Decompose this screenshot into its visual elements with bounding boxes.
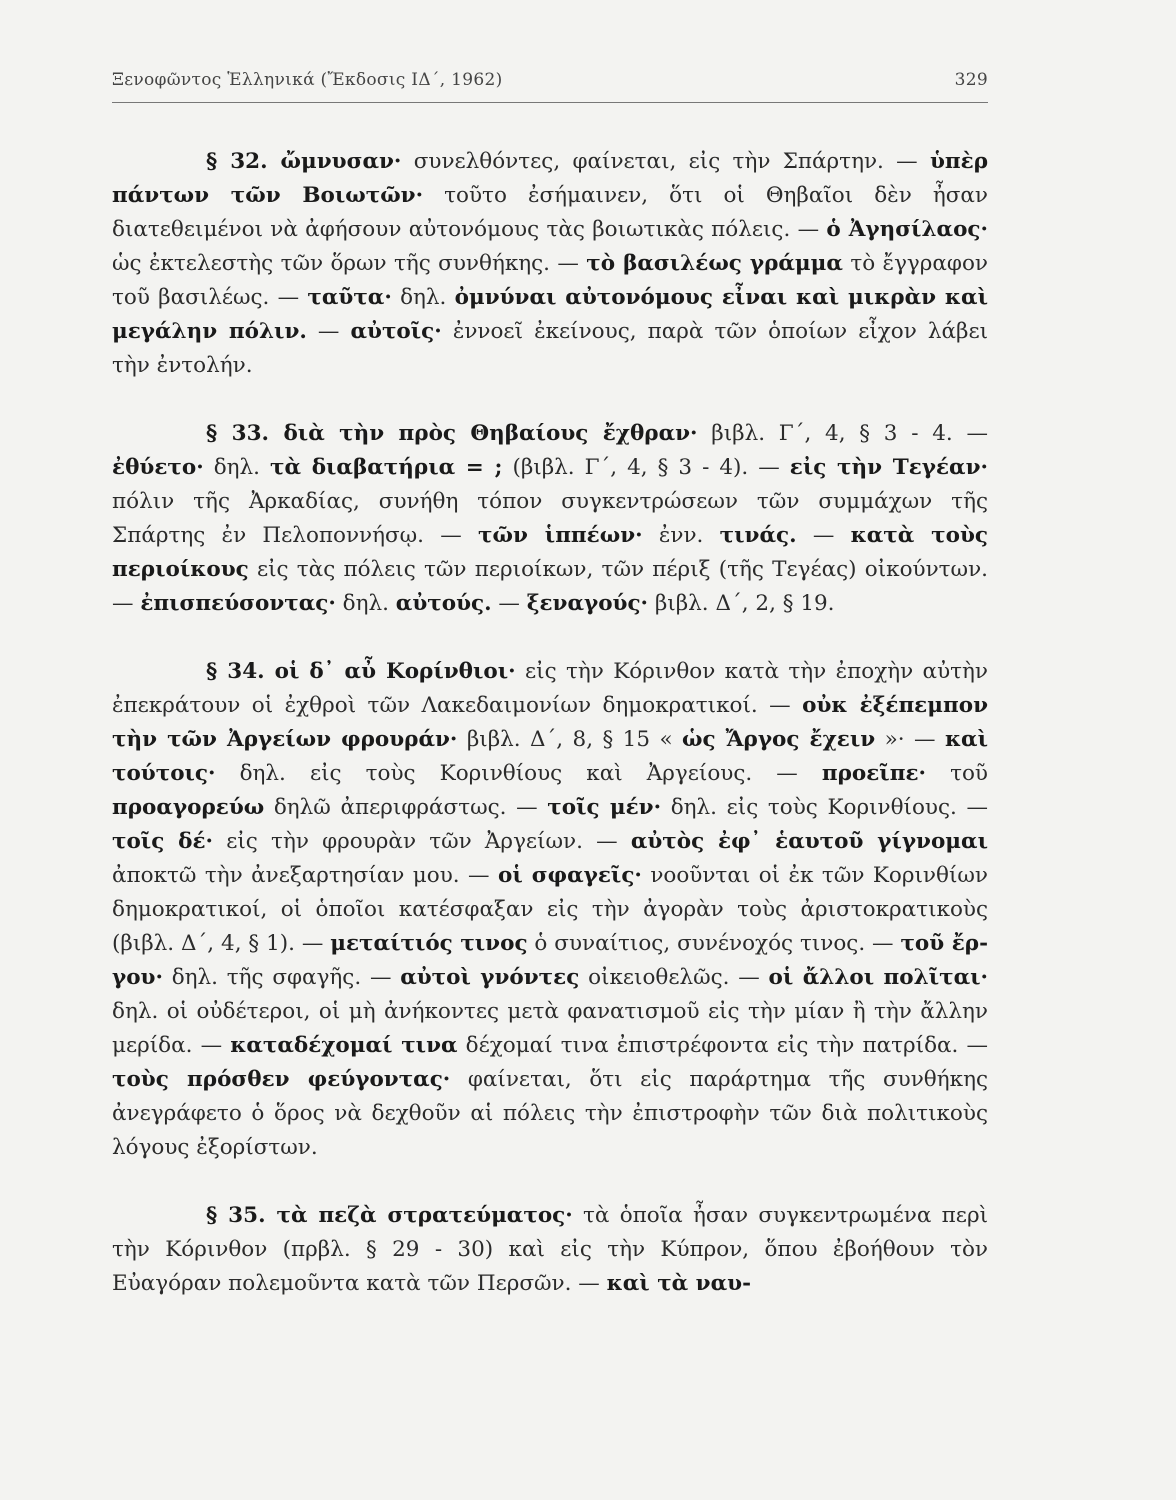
gloss-text: δηλ. — [335, 591, 396, 616]
gloss-text: βιβλ. Γ΄, 4, § 3 - 4. — — [697, 421, 988, 446]
lemma-text: ἐπισπεύσοντας· — [140, 591, 336, 616]
gloss-text: — — [491, 591, 527, 616]
gloss-text: τὸ ἔγγραφον τοῦ βασιλέως. — — [112, 251, 988, 310]
lemma-text: τοῖς δέ· — [112, 829, 214, 854]
gloss-text: τοῦ — [926, 761, 988, 786]
lemma-text: τοῦ ἔργου· — [112, 931, 989, 990]
lemma-text: τὰ διαβατήρια = ; — [270, 455, 503, 480]
lemma-text: § 33. διὰ τὴν πρὸς Θηβαίους ἔχθραν· — [206, 421, 698, 446]
gloss-text: ὁ συναίτιος, συνένοχός τινος. — — [527, 931, 901, 956]
lemma-text: ξεναγούς· — [526, 591, 649, 616]
gloss-text: δηλ. — [203, 455, 271, 480]
page-number: 329 — [954, 70, 988, 90]
lemma-text: τὸ βασιλέως γράμμα — [586, 251, 843, 276]
commentary-section-33 — [112, 417, 988, 621]
gloss-text: νοοῦνται οἱ ἐκ τῶν Κορινθίων δημοκρατικοί, οἱ ὁποῖοι κατέσφαξαν εἰς τὴν ἀγορὰν τοὺς ἀριστοκρατικοὺς (βιβλ. Δ΄, 4, § 1). — — [112, 863, 988, 956]
gloss-text: συνελθόντες, φαίνεται, εἰς τὴν Σπάρτην. — — [401, 149, 930, 174]
gloss-text: εἰς τὰς πόλεις τῶν περιοίκων, τῶν πέριξ (τῆς Τεγέας) οἰκούντων. — — [112, 557, 988, 616]
lemma-text: αὐτὸς ἐφ᾽ ἑαυτοῦ γίγνομαι — [630, 829, 988, 854]
gloss-text: δηλῶ ἀπεριφράστως. — — [264, 795, 548, 820]
lemma-text: εἰς τὴν Τεγέαν· — [789, 455, 988, 480]
book-page — [112, 70, 988, 1301]
lemma-text: ὀμνύναι αὐτονόμους εἶναι καὶ μικρὰν καὶ μεγάλην πόλιν. — [112, 285, 988, 344]
gloss-text: φαίνεται, ὅτι εἰς παράρτημα τῆς συνθήκης ἀνεγράφετο ὁ ὅρος νὰ δεχθοῦν αἱ πόλεις τὴν ἐπιστροφὴν τῶν διὰ πολιτικοὺς λόγους ἐξορίστων. — [112, 1067, 988, 1160]
gloss-text: ἀποκτῶ τὴν ἀνεξαρτησίαν μου. — — [112, 863, 498, 888]
gloss-text: δηλ. οἱ οὐδέτεροι, οἱ μὴ ἀνήκοντες μετὰ φανατισμοῦ εἰς τὴν μίαν ἢ τὴν ἄλλην μερίδα. — — [112, 999, 988, 1058]
lemma-text: καὶ τούτοις· — [112, 727, 989, 786]
gloss-text: »· — — [875, 727, 945, 752]
lemma-text: μεταίτιός τινος — [330, 931, 528, 956]
gloss-text: δηλ. — [391, 285, 455, 310]
commentary-section-35 — [112, 1199, 988, 1301]
gloss-text: πόλιν τῆς Ἀρκαδίας, συνήθη τόπον συγκεντρώσεων τῶν συμμάχων τῆς Σπάρτης ἐν Πελοποννήσῳ. — — [112, 489, 988, 548]
lemma-text: καταδέχομαί τινα — [230, 1033, 458, 1058]
gloss-text: δέχομαί τινα ἐπιστρέφοντα εἰς τὴν πατρίδα. — — [457, 1033, 988, 1058]
running-head — [112, 70, 988, 103]
lemma-text: αὐτοὶ γνόντες — [400, 965, 580, 990]
lemma-text: τινάς. — [719, 523, 797, 548]
gloss-text: τὰ ὁποῖα ἦσαν συγκεντρωμένα περὶ τὴν Κόρινθον (πρβλ. § 29 - 30) καὶ εἰς τὴν Κύπρον, ὅπου ἐβοήθουν τὸν Εὐαγόραν πολεμοῦντα κατὰ τῶν Περσῶν. — — [112, 1203, 989, 1296]
lemma-text: τοῖς μέν· — [547, 795, 662, 820]
lemma-text: οἱ σφαγεῖς· — [497, 863, 642, 888]
lemma-text: καὶ τὰ ναυ- — [606, 1271, 751, 1296]
lemma-text: οἱ ἄλλοι πολῖται· — [768, 965, 989, 990]
gloss-text: — — [796, 523, 851, 548]
lemma-text: ὡς Ἄργος ἔχειν — [682, 727, 876, 752]
gloss-text: (βιβλ. Γ΄, 4, § 3 - 4). — — [502, 455, 790, 480]
gloss-text: βιβλ. Δ΄, 8, § 15 « — [457, 727, 683, 752]
gloss-text: ἐννοεῖ ἐκείνους, παρὰ τῶν ὁποίων εἶχον λάβει τὴν ἐντολήν. — [112, 319, 989, 378]
lemma-text: § 35. τὰ πεζὰ στρατεύματος· — [206, 1203, 573, 1228]
gloss-text: ὡς ἐκτελεστὴς τῶν ὅρων τῆς συνθήκης. — — [112, 251, 587, 276]
gloss-text: δηλ. εἰς τοὺς Κορινθίους. — — [661, 795, 988, 820]
gloss-text: βιβλ. Δ΄, 2, § 19. — [648, 591, 835, 616]
gloss-text: ἐνν. — [642, 523, 720, 548]
lemma-text: προεῖπε· — [821, 761, 926, 786]
lemma-text: § 34. οἱ δ᾽ αὖ Κορίνθιοι· — [206, 659, 516, 684]
commentary-section-34 — [112, 655, 988, 1165]
lemma-text: ὁ Ἀγησίλαος· — [826, 217, 988, 242]
running-title: Ξενοφῶντος Ἑλληνικά (Ἔκδοσις ΙΔ΄, 1962) — [112, 70, 503, 90]
lemma-text: προαγορεύω — [112, 795, 265, 820]
lemma-text: αὐτοῖς· — [350, 319, 442, 344]
lemma-text: ταῦτα· — [307, 285, 392, 310]
lemma-text: αὐτούς. — [395, 591, 492, 616]
lemma-text: οὐκ ἐξέπεμπον τὴν τῶν Ἀργείων φρουράν· — [112, 693, 988, 752]
lemma-text: ὑπὲρ πάντων τῶν Βοιωτῶν· — [112, 149, 988, 208]
gloss-text: δηλ. εἰς τοὺς Κορινθίους καὶ Ἀργείους. — — [215, 761, 822, 786]
gloss-text: οἰκειοθελῶς. — — [579, 965, 769, 990]
lemma-text: § 32. ὤμνυσαν· — [206, 149, 402, 174]
gloss-text: εἰς τὴν φρουρὰν τῶν Ἀργείων. — — [213, 829, 631, 854]
lemma-text: τῶν ἱππέων· — [478, 523, 643, 548]
gloss-text: τοῦτο ἐσήμαινεν, ὅτι οἱ Θηβαῖοι δὲν ἦσαν διατεθειμένοι νὰ ἀφήσουν αὐτονόμους τὰς βοιωτικὰς πόλεις. — — [112, 183, 988, 242]
gloss-text: — — [306, 319, 351, 344]
lemma-text: κατὰ τοὺς περιοίκους — [112, 523, 988, 582]
lemma-text: ἐθύετο· — [112, 455, 204, 480]
lemma-text: τοὺς πρόσθεν φεύγοντας· — [112, 1067, 451, 1092]
commentary-section-32 — [112, 145, 988, 383]
gloss-text: εἰς τὴν Κόρινθον κατὰ τὴν ἐποχὴν αὐτὴν ἐπεκράτουν οἱ ἐχθροὶ τῶν Λακεδαιμονίων δημοκρατικοί. — — [112, 659, 988, 718]
gloss-text: δηλ. τῆς σφαγῆς. — — [162, 965, 401, 990]
